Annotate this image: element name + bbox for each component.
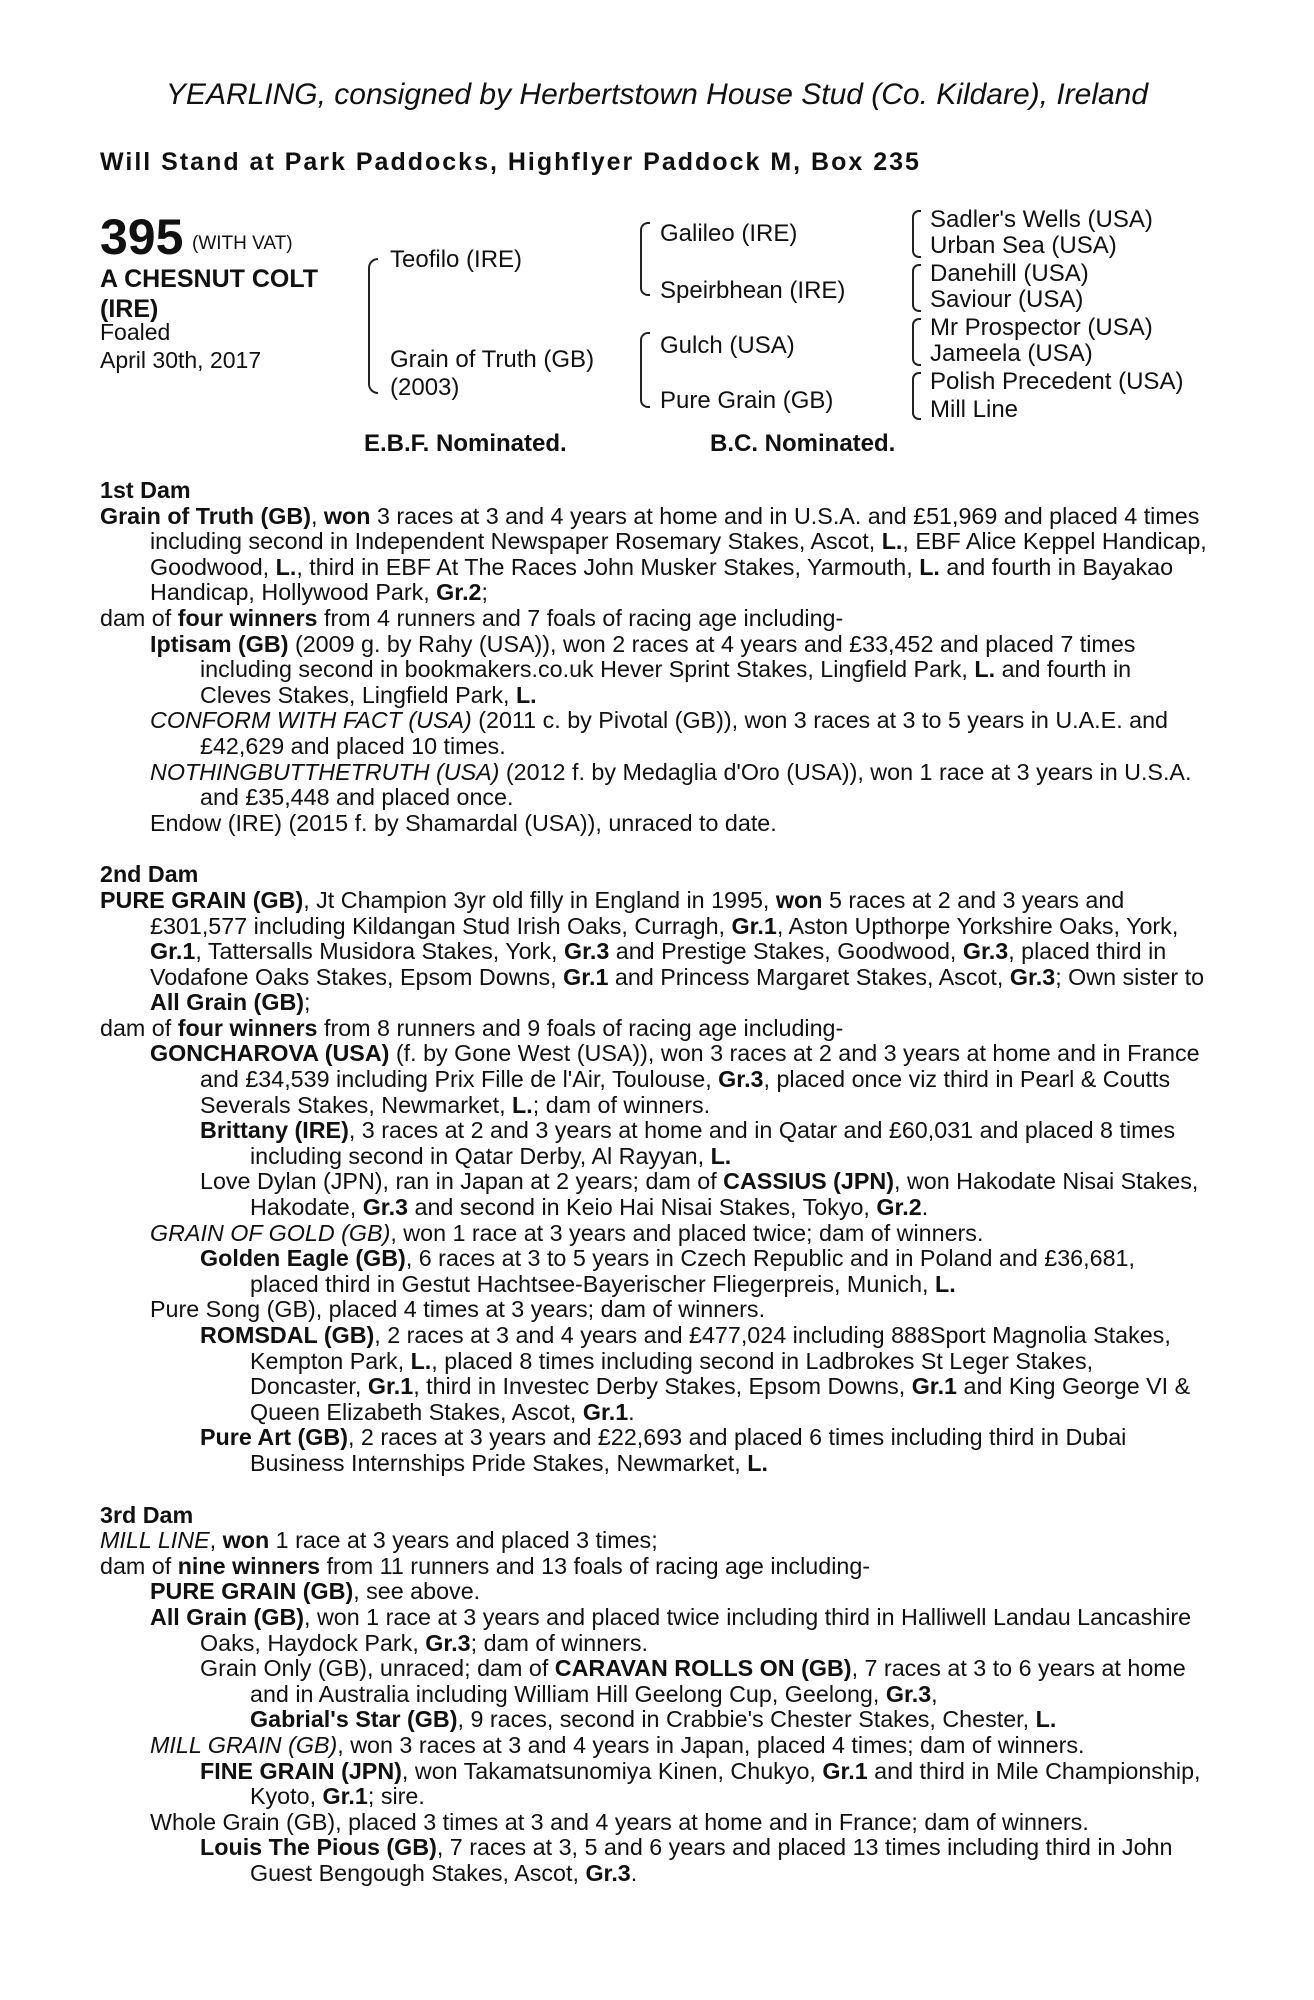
ebf-nominated: E.B.F. Nominated. bbox=[364, 430, 567, 457]
pedigree-brace-ss bbox=[912, 210, 921, 258]
produce-entry: Gabrial's Star (GB), 9 races, second in Crabbie's Chester Stakes, Chester, L. bbox=[250, 1706, 1057, 1733]
second-dam-record: PURE GRAIN (GB), Jt Champion 3yr old filly in England in 1995, won 5 races at 2 and 3 years and £301,577 including Kildangan Stud Irish Oaks, Curragh, Gr.1, Aston Upthorpe Yorkshire Oaks, York, Gr.1, Tattersalls Musidora Stakes, York, Gr.3 and Prestige Stakes, Goodwood, Gr.3, placed third in Vodafone Oaks Stakes, Epsom Downs, Gr.1 and Princess Margaret Stakes, Ascot, Gr.3; Own sister to All Grain (GB); bbox=[100, 886, 1205, 1016]
third-dam-heading: 3rd Dam bbox=[100, 1501, 194, 1528]
first-dam-record: Grain of Truth (GB), won 3 races at 3 and 4 years at home and in U.S.A. and £51,969 and placed 4 times including second in Independent Newspaper Rosemary Stakes, Ascot, L., EBF Alice Keppel Handicap, Goodwood, L., third in EBF At The Races John Musker Stakes, Yarmouth, L. and fourth in Bayakao Handicap, Hollywood Park, Gr.2; bbox=[100, 502, 1207, 606]
produce-entry: Brittany (IRE), 3 races at 2 and 3 years at home and in Qatar and £60,031 and placed 8 times including second in Qatar Derby, Al Rayyan, L. bbox=[200, 1117, 1176, 1169]
produce-entry: Whole Grain (GB), placed 3 times at 3 and 4 years at home and in France; dam of winners. bbox=[150, 1808, 1089, 1835]
produce-entry: MILL GRAIN (GB), won 3 races at 3 and 4 years in Japan, placed 4 times; dam of winners. bbox=[150, 1731, 1085, 1758]
won-label: won bbox=[323, 502, 371, 529]
produce-entry: ROMSDAL (GB), 2 races at 3 and 4 years and £477,024 including 888Sport Magnolia Stakes, Kempton Park, L., placed 8 times including second in Ladbrokes St Leger Stakes, Doncaster, Gr.1, third in Investec Derby Stakes, Epsom Downs, Gr.1 and King George VI & Queen Elizabeth Stakes, Ascot, Gr.1. bbox=[200, 1322, 1191, 1425]
pedigree-ds-sire: Mr Prospector (USA) bbox=[930, 314, 1153, 341]
consignment-line: YEARLING, consigned by Herbertstown House Stud (Co. Kildare), Ireland bbox=[165, 78, 1149, 111]
produce-record bbox=[100, 478, 1208, 1886]
pedigree-ss-dam: Urban Sea (USA) bbox=[930, 232, 1117, 259]
pedigree-brace-dam bbox=[640, 332, 650, 408]
pedigree-sire: Teofilo (IRE) bbox=[390, 246, 523, 273]
second-dam-produce-summary: dam of four winners from 8 runners and 9 foals of racing age including- bbox=[100, 1014, 844, 1041]
foaled-info bbox=[100, 318, 261, 374]
standing-line: Will Stand at Park Paddocks, Highflyer Paddock M, Box 235 bbox=[100, 148, 921, 176]
pedigree-ds-dam: Jameela (USA) bbox=[930, 340, 1093, 367]
produce-entry: Pure Song (GB), placed 4 times at 3 years; dam of winners. bbox=[150, 1296, 766, 1323]
pedigree-dam-sire: Gulch (USA) bbox=[660, 332, 795, 359]
pedigree-sire-sire: Galileo (IRE) bbox=[660, 220, 798, 247]
produce-entry: Iptisam (GB) (2009 g. by Rahy (USA)), won 2 races at 4 years and £33,452 and placed 7 times including second in bookmakers.co.uk Hever Sprint Stakes, Lingfield Park, L. and fourth in Cleves Stakes, Lingfield Park, L. bbox=[150, 630, 1136, 708]
pedigree-brace-sire bbox=[640, 222, 650, 296]
produce-entry: Pure Art (GB), 2 races at 3 years and £22,693 and placed 6 times including third in Dubai Business Internships Pride Stakes, Newmarket, L. bbox=[200, 1424, 1127, 1476]
produce-entry: PURE GRAIN (GB), see above. bbox=[150, 1578, 481, 1605]
second-dam-name: PURE GRAIN (GB) bbox=[100, 886, 304, 913]
pedigree-sd-sire: Danehill (USA) bbox=[930, 260, 1089, 287]
pedigree-sd-dam: Saviour (USA) bbox=[930, 286, 1084, 313]
pedigree-dam-year: (2003) bbox=[390, 374, 460, 401]
produce-entry: NOTHINGBUTTHETRUTH (USA) (2012 f. by Medaglia d'Oro (USA)), won 1 race at 3 years in U.S.A. and £35,448 and placed once. bbox=[150, 758, 1192, 811]
pedigree-brace-gen1 bbox=[368, 258, 378, 394]
lot-number: 395 bbox=[100, 209, 184, 265]
pedigree-ss-sire: Sadler's Wells (USA) bbox=[930, 206, 1153, 233]
first-dam-heading: 1st Dam bbox=[100, 477, 191, 503]
bc-nominated: B.C. Nominated. bbox=[710, 430, 896, 457]
produce-entry: Louis The Pious (GB), 7 races at 3, 5 and 6 years and placed 13 times including third in John Guest Bengough Stakes, Ascot, Gr.3. bbox=[200, 1834, 1173, 1886]
produce-entry: GRAIN OF GOLD (GB), won 1 race at 3 years and placed twice; dam of winners. bbox=[150, 1219, 984, 1246]
produce-entry: Love Dylan (JPN), ran in Japan at 2 years; dam of CASSIUS (JPN), won Hakodate Nisai Stakes, Hakodate, Gr.3 and second in Keio Hai Nisai Stakes, Tokyo, Gr.2. bbox=[200, 1168, 1199, 1221]
horse-name: A CHESNUT COLT (IRE) bbox=[100, 265, 319, 323]
produce-entry: CONFORM WITH FACT (USA) (2011 c. by Pivotal (GB)), won 3 races at 3 to 5 years in U.A.E. and £42,629 and placed 10 times. bbox=[150, 707, 1169, 759]
third-dam-produce-summary: dam of nine winners from 11 runners and 13 foals of racing age including- bbox=[100, 1552, 871, 1579]
third-dam-name: MILL LINE bbox=[100, 1527, 210, 1554]
third-dam-record: MILL LINE, won 1 race at 3 years and placed 3 times; bbox=[100, 1527, 658, 1554]
produce-entry: All Grain (GB), won 1 race at 3 years and placed twice including third in Halliwell Landau Lancashire Oaks, Haydock Park, Gr.3; dam of winners. bbox=[150, 1603, 1192, 1656]
produce-entry: Golden Eagle (GB), 6 races at 3 to 5 years in Czech Republic and in Poland and £36,681, placed third in Gestut Hachtsee-Bayerischer Fliegerpreis, Munich, L. bbox=[200, 1245, 1135, 1297]
vat-label: (WITH VAT) bbox=[192, 233, 293, 254]
pedigree-brace-ds bbox=[912, 318, 921, 366]
pedigree-brace-sd bbox=[912, 264, 921, 312]
foaled-label: Foaled bbox=[100, 319, 171, 345]
foaled-date: April 30th, 2017 bbox=[100, 347, 262, 373]
pedigree-dam: Grain of Truth (GB) bbox=[390, 346, 595, 373]
produce-entry: FINE GRAIN (JPN), won Takamatsunomiya Kinen, Chukyo, Gr.1 and third in Mile Championship, Kyoto, Gr.1; sire. bbox=[200, 1757, 1201, 1810]
produce-entry: GONCHAROVA (USA) (f. by Gone West (USA)), won 3 races at 2 and 3 years at home and in France and £34,539 including Prix Fille de l'Air, Toulouse, Gr.3, placed once viz third in Pearl & Coutts Severals Stakes, Newmarket, L.; dam of winners. bbox=[150, 1040, 1200, 1118]
produce-entry: Endow (IRE) (2015 f. by Shamardal (USA)), unraced to date. bbox=[150, 809, 777, 836]
pedigree-dd-dam: Mill Line bbox=[930, 396, 1019, 423]
produce-entry: Grain Only (GB), unraced; dam of CARAVAN ROLLS ON (GB), 7 races at 3 to 6 years at home and in Australia including William Hill Geelong Cup, Geelong, Gr.3, bbox=[200, 1655, 1186, 1707]
first-dam-produce-summary: dam of four winners from 4 runners and 7 foals of racing age including- bbox=[100, 604, 844, 631]
pedigree-dam-dam: Pure Grain (GB) bbox=[660, 387, 834, 414]
pedigree-sire-dam: Speirbhean (IRE) bbox=[660, 277, 846, 304]
second-dam-heading: 2nd Dam bbox=[100, 861, 199, 888]
pedigree-dd-sire: Polish Precedent (USA) bbox=[930, 368, 1184, 395]
pedigree-brace-dd bbox=[912, 372, 921, 420]
first-dam-name: Grain of Truth (GB) bbox=[100, 502, 311, 529]
